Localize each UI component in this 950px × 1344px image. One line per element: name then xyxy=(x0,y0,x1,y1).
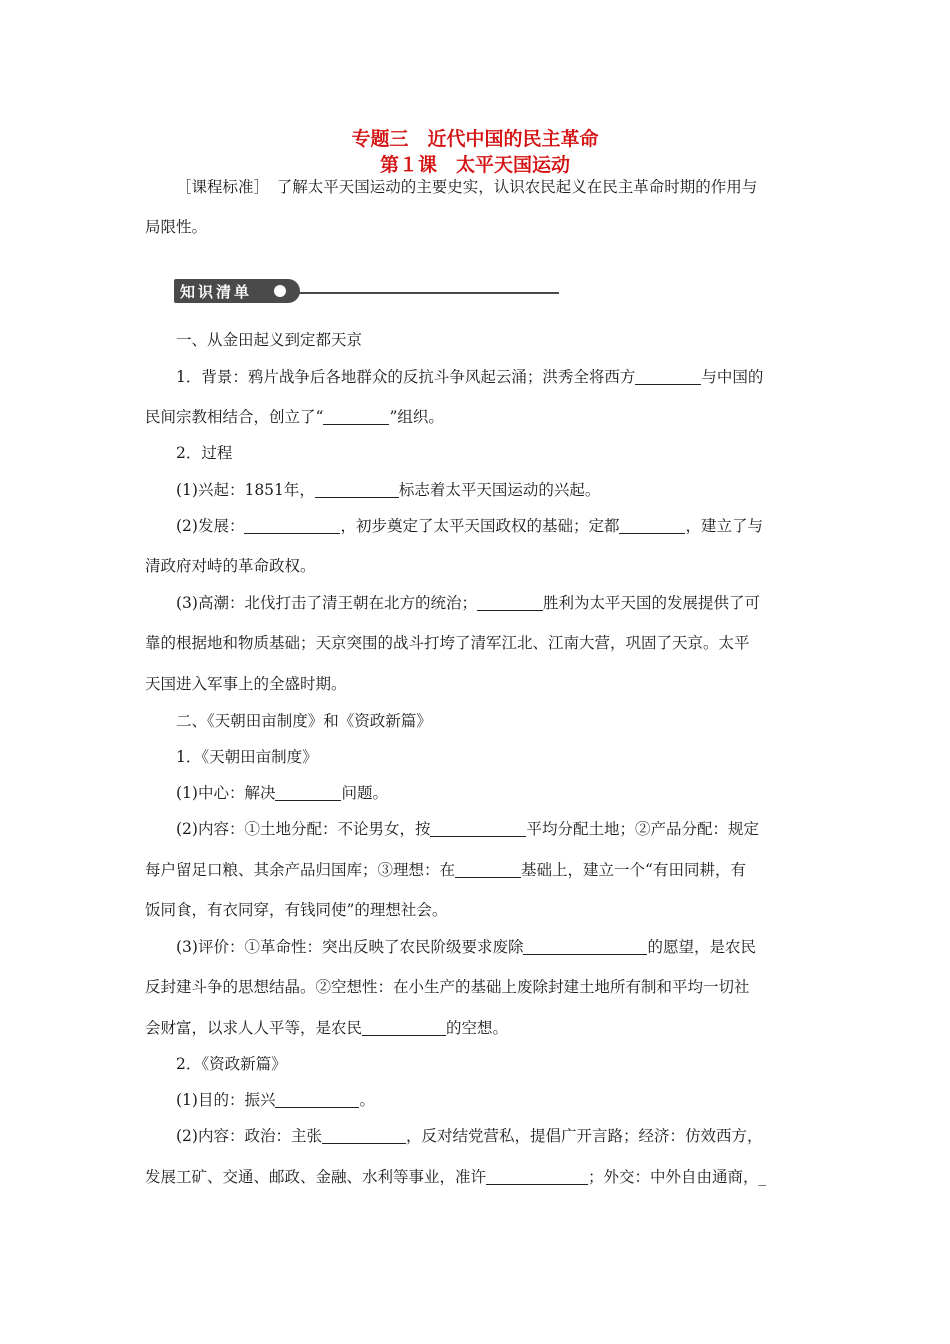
paragraph-line: (2)发展： ，初步奠定了太平天国政权的基础；定都 ，建立了与 xyxy=(176,517,763,535)
banner-label: 知识清单 xyxy=(180,283,253,301)
course-standard-line-2: 局限性。 xyxy=(145,218,208,236)
paragraph-line: 2．过程 xyxy=(176,444,233,462)
paragraph-line: 2．《资政新篇》 xyxy=(176,1055,287,1073)
paragraph-line: (2)内容：①土地分配：不论男女，按 平均分配土地；②产品分配：规定 xyxy=(176,820,759,838)
fill-blank[interactable] xyxy=(244,517,340,534)
paragraph-line: (1)兴起：1851年， 标志着太平天国运动的兴起。 xyxy=(176,481,601,499)
fill-blank[interactable] xyxy=(523,938,647,955)
paragraph-line: 1．背景：鸦片战争后各地群众的反抗斗争风起云涌；洪秀全将西方 与中国的 xyxy=(176,368,764,386)
paragraph-line: 每户留足口粮、其余产品归国库；③理想：在 基础上，建立一个“有田同耕，有 xyxy=(145,861,746,879)
paragraph-line: 发展工矿、交通、邮政、金融、水利等事业，准许 ；外交：中外自由通商，_ xyxy=(145,1168,767,1186)
paragraph-line: 天国进入军事上的全盛时期。 xyxy=(145,675,347,693)
section-heading-2: 二、《天朝田亩制度》和《资政新篇》 xyxy=(176,712,432,730)
fill-blank[interactable] xyxy=(323,408,389,425)
paragraph-line: 反封建斗争的思想结晶。②空想性：在小生产的基础上废除封建土地所有制和平均一切社 xyxy=(145,978,750,996)
fill-blank[interactable] xyxy=(486,1168,588,1185)
fill-blank[interactable] xyxy=(477,594,543,611)
section-heading-1: 一、从金田起义到定都天京 xyxy=(176,331,363,349)
paragraph-line: (1)目的：振兴 。 xyxy=(176,1091,375,1109)
fill-blank[interactable] xyxy=(455,861,521,878)
knowledge-list-banner xyxy=(174,279,559,303)
fill-blank[interactable] xyxy=(430,820,526,837)
fill-blank[interactable] xyxy=(322,1127,406,1144)
paragraph-line: 饭同食，有衣同穿，有钱同使”的理想社会。 xyxy=(145,901,448,919)
paragraph-line: 靠的根据地和物质基础；天京突围的战斗打垮了清军江北、江南大营，巩固了天京。太平 xyxy=(145,634,750,652)
course-standard-line-1: ［课程标准］ 了解太平天国运动的主要史实，认识农民起义在民主革命时期的作用与 xyxy=(176,178,758,196)
banner-rule xyxy=(294,292,559,294)
fill-blank[interactable] xyxy=(362,1019,446,1036)
paragraph-line: 清政府对峙的革命政权。 xyxy=(145,557,316,575)
paragraph-line: 会财富，以求人人平等，是农民 的空想。 xyxy=(145,1019,509,1037)
paragraph-line: 1．《天朝田亩制度》 xyxy=(176,748,318,766)
paragraph-line: (3)高潮：北伐打击了清王朝在北方的统治； 胜利为太平天国的发展提供了可 xyxy=(176,594,760,612)
banner-dot-icon xyxy=(274,285,286,297)
lesson-title: 第１课 太平天国运动 xyxy=(379,154,570,176)
fill-blank[interactable] xyxy=(315,481,399,498)
fill-blank[interactable] xyxy=(275,784,341,801)
paragraph-line: 民间宗教相结合，创立了“ ”组织。 xyxy=(145,408,444,426)
fill-blank[interactable] xyxy=(635,368,701,385)
paragraph-line: (3)评价：①革命性：突出反映了农民阶级要求废除 的愿望，是农民 xyxy=(176,938,756,956)
paragraph-line: (2)内容：政治：主张 ，反对结党营私，提倡广开言路；经济：仿效西方， xyxy=(176,1127,763,1145)
fill-blank[interactable] xyxy=(619,517,685,534)
paragraph-line: (1)中心：解决 问题。 xyxy=(176,784,388,802)
fill-blank[interactable] xyxy=(275,1091,359,1108)
topic-title: 专题三 近代中国的民主革命 xyxy=(351,128,599,150)
